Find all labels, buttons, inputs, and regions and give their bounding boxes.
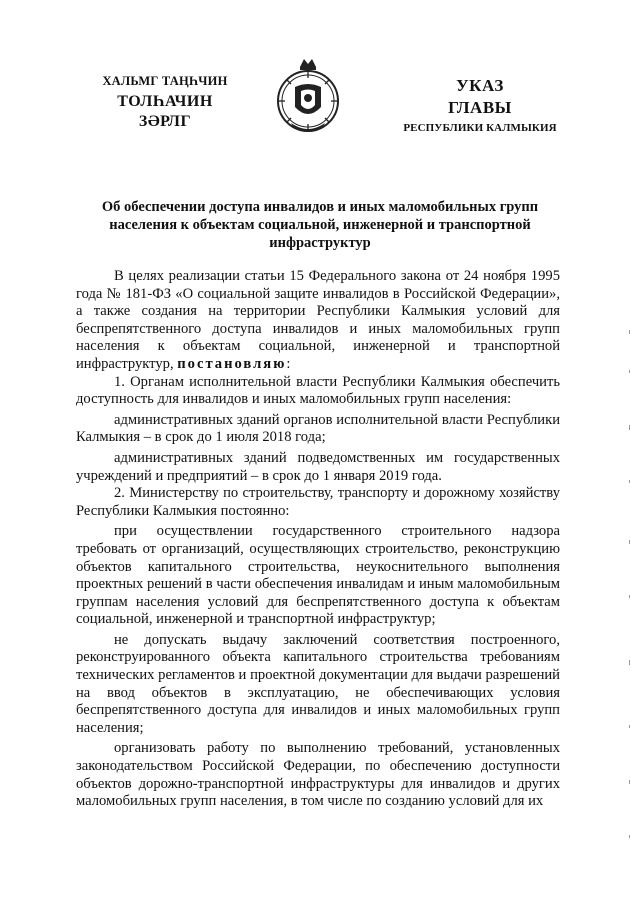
title-line1: Об обеспечении доступа инвалидов и иных маломобильных групп (101, 199, 539, 215)
title-line2: населения к объектам социальной, инженерной и транспортной (109, 217, 531, 233)
title-line3: инфраструктур (269, 235, 371, 251)
paragraph-item-1a: административных зданий органов исполнительной власти Республики Калмыкия – в срок до 1 июля 2018 года; (76, 411, 560, 446)
header-right-line1: УКАЗ (456, 76, 504, 95)
header-left-line3: ЗӘРЛГ (138, 113, 192, 130)
header-left-kalmyk (80, 74, 250, 131)
paragraph-item-2: 2. Министерству по строительству, транспорту и дорожному хозяйству Республики Калмыкия постоянно: (76, 485, 560, 519)
preamble-end: : (286, 355, 291, 372)
document-body (76, 268, 560, 811)
preamble-text: В целях реализации статьи 15 Федерального закона от 24 ноября 1995 года № 181-ФЗ «О социальной защите инвалидов в Российской Федерации», а также создания на территории Республики Калмыкия условий для беспрепятственного доступа инвалидов и иных маломобильных групп населения к объектам социальной, инженерной и транспортной инфраструктур, (76, 268, 560, 372)
scan-edge-marks (628, 330, 632, 870)
header-left-line2: ТОЛҺАЧИН (117, 93, 213, 110)
header-right-line3: РЕСПУБЛИКИ КАЛМЫКИЯ (403, 122, 557, 134)
paragraph-item-2a: при осуществлении государственного строительного надзора требовать от организаций, осуществляющих строительство, реконструкцию объектов капитального строительства, неукоснительного выполнения проектных решений в части обеспечения инвалидам и иным маломобильным группам населения условий для беспрепятственного доступа к объектам социальной, инженерной и транспортной инфраструктур; (76, 523, 560, 628)
paragraph-item-2b: не допускать выдачу заключений соответствия построенного, реконструированного объекта капитального строительства требованиям технических регламентов и проектной документации для выдачи разрешений на ввод объектов в эксплуатацию, не обеспечивающих условия беспрепятственного доступа для инвалидов и иных маломобильных групп населения; (76, 631, 560, 736)
paragraph-item-1b: административных зданий подведомственных им государственных учреждений и предприятий – в срок до 1 января 2019 года. (76, 449, 560, 484)
paragraph-item-2c: организовать работу по выполнению требований, установленных законодательством Российской Федерации, по обеспечению доступности объектов дорожно-транспортной инфраструктуры для инвалидов и других маломобильных групп населения, в том числе по созданию условий для их (76, 740, 560, 810)
header-right-line2: ГЛАВЫ (448, 98, 512, 117)
header-left-line1: ХАЛЬМГ ТАҢҺЧИН (102, 74, 228, 88)
header-right-russian (400, 76, 560, 134)
preamble-decree-word: постановляю (177, 355, 287, 372)
document-title (90, 198, 550, 252)
coat-of-arms-icon (273, 57, 343, 137)
paragraph-item-1: 1. Органам исполнительной власти Республики Калмыкия обеспечить доступность для инвалидов и иных маломобильных групп населения: (76, 373, 560, 408)
paragraph-preamble (76, 268, 560, 374)
